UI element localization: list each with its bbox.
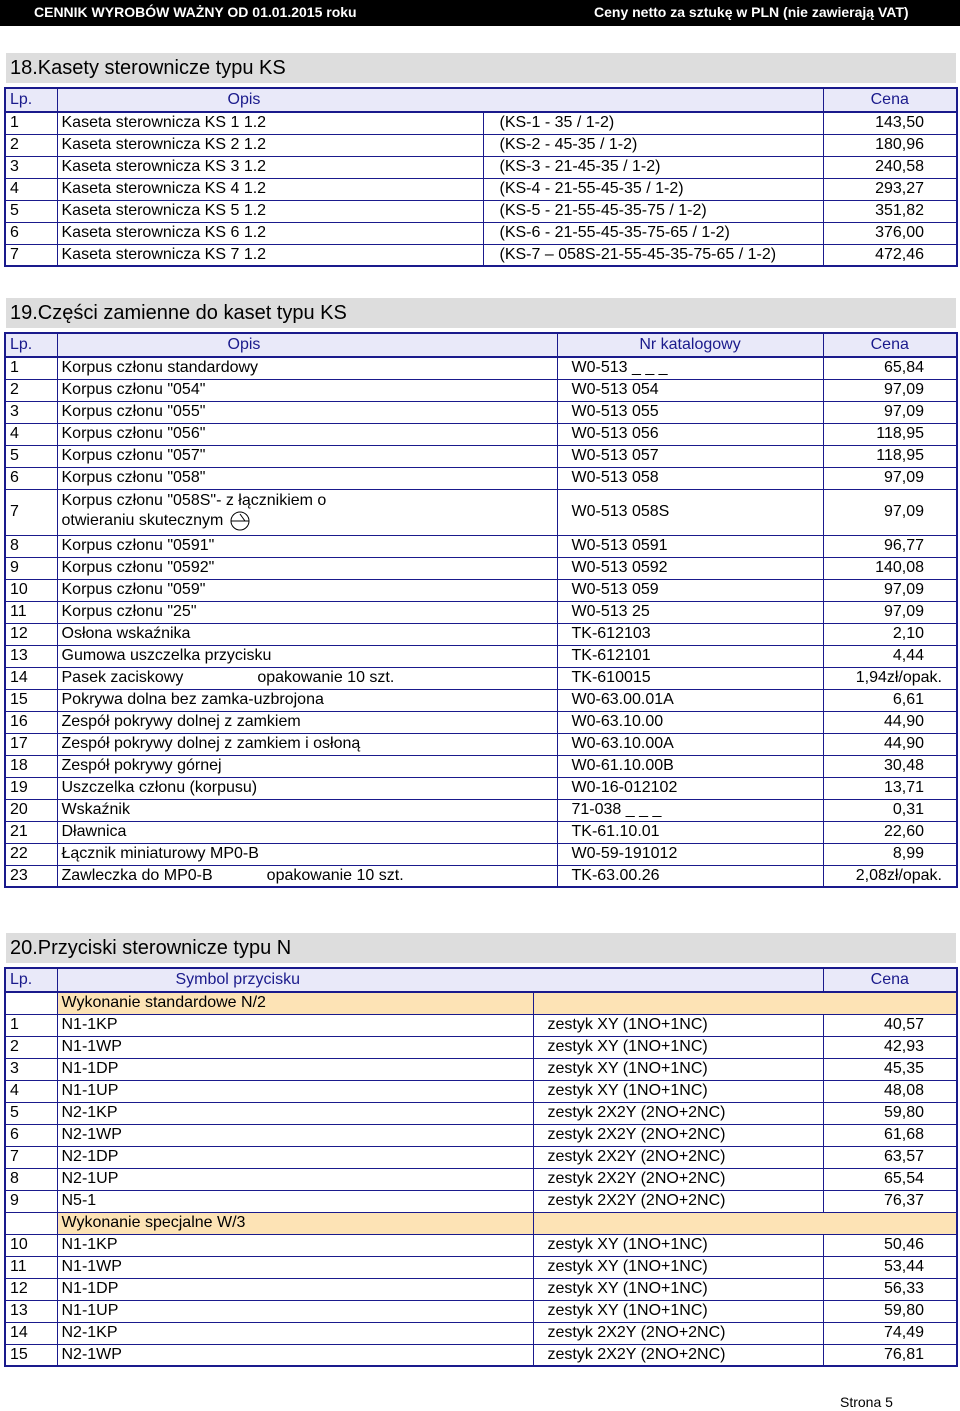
row-package-note: opakowanie 10 szt.	[257, 669, 395, 686]
col-opis: Opis	[57, 333, 557, 357]
row-lp: 15	[5, 689, 57, 711]
row-name: Pasek zaciskowy	[61, 669, 184, 686]
row-lp: 3	[5, 1058, 57, 1080]
table-row	[5, 601, 957, 623]
row-lp: 11	[5, 601, 57, 623]
row-price: 44,90	[823, 711, 957, 733]
row-price: 8,99	[823, 843, 957, 865]
table-row	[5, 755, 957, 777]
row-contact: zestyk 2X2Y (2NO+2NC)	[533, 1124, 823, 1146]
table-header	[5, 88, 957, 112]
row-price: 76,37	[823, 1190, 957, 1212]
row-lp: 5	[5, 200, 57, 222]
row-contact: zestyk XY (1NO+1NC)	[533, 1256, 823, 1278]
row-contact: zestyk XY (1NO+1NC)	[533, 1036, 823, 1058]
col-opis: Opis	[57, 88, 823, 112]
row-catalog-number: TK-610015	[557, 667, 823, 689]
row-name: Korpus członu "25"	[61, 603, 197, 620]
row-price: 44,90	[823, 733, 957, 755]
row-code: (KS-2 - 45-35 / 1-2)	[483, 134, 823, 156]
table-row	[5, 777, 957, 799]
row-price: 2,10	[823, 623, 957, 645]
section-19	[4, 298, 956, 888]
col-cena: Cena	[823, 333, 957, 357]
row-price: 76,81	[823, 1344, 957, 1366]
table-row	[5, 423, 957, 445]
row-name: Kaseta sterownicza KS 6 1.2	[57, 222, 483, 244]
table-row	[5, 156, 957, 178]
row-catalog-number: W0-63.10.00A	[557, 733, 823, 755]
table-row	[5, 1322, 957, 1344]
table-row	[5, 1344, 957, 1366]
row-lp: 12	[5, 1278, 57, 1300]
row-contact: zestyk XY (1NO+1NC)	[533, 1058, 823, 1080]
row-symbol: N2-1DP	[57, 1146, 533, 1168]
table-row	[5, 401, 957, 423]
row-catalog-number: W0-16-012102	[557, 777, 823, 799]
row-catalog-number: W0-513 059	[557, 579, 823, 601]
row-price: 97,09	[823, 401, 957, 423]
row-price: 45,35	[823, 1058, 957, 1080]
row-symbol: N1-1WP	[57, 1036, 533, 1058]
row-lp: 7	[5, 1146, 57, 1168]
row-contact: zestyk XY (1NO+1NC)	[533, 1014, 823, 1036]
row-name: Korpus członu "056"	[61, 425, 206, 442]
table-row	[5, 1102, 957, 1124]
row-lp: 17	[5, 733, 57, 755]
col-lp: Lp.	[5, 968, 57, 992]
row-lp: 14	[5, 1322, 57, 1344]
row-catalog-number: W0-513 057	[557, 445, 823, 467]
row-description	[57, 379, 557, 401]
row-price: 4,44	[823, 645, 957, 667]
group-label: Wykonanie standardowe N/2	[57, 992, 533, 1014]
row-price: 48,08	[823, 1080, 957, 1102]
row-lp: 6	[5, 222, 57, 244]
table-row	[5, 357, 957, 379]
row-lp: 13	[5, 1300, 57, 1322]
row-price: 56,33	[823, 1278, 957, 1300]
page-number: Strona 5	[840, 1394, 893, 1410]
table-czesci	[4, 332, 958, 888]
row-price: 240,58	[823, 156, 957, 178]
row-catalog-number: TK-612103	[557, 623, 823, 645]
row-lp: 5	[5, 1102, 57, 1124]
row-catalog-number: W0-513 _ _ _	[557, 357, 823, 379]
row-description	[57, 579, 557, 601]
row-code: (KS-6 - 21-55-45-35-75-65 / 1-2)	[483, 222, 823, 244]
row-price: 351,82	[823, 200, 957, 222]
row-lp: 23	[5, 865, 57, 887]
row-price: 118,95	[823, 423, 957, 445]
row-catalog-number: W0-513 0592	[557, 557, 823, 579]
contact-symbol-icon	[229, 510, 251, 532]
row-price: 2,08zł/opak.	[823, 865, 957, 887]
row-lp: 18	[5, 755, 57, 777]
row-lp: 15	[5, 1344, 57, 1366]
table-row	[5, 843, 957, 865]
row-catalog-number: W0-513 056	[557, 423, 823, 445]
col-symbol: Symbol przycisku	[57, 968, 823, 992]
row-price: 376,00	[823, 222, 957, 244]
row-name: Kaseta sterownicza KS 2 1.2	[57, 134, 483, 156]
row-lp: 4	[5, 423, 57, 445]
row-lp: 13	[5, 645, 57, 667]
row-name: Kaseta sterownicza KS 3 1.2	[57, 156, 483, 178]
row-catalog-number: W0-513 0591	[557, 535, 823, 557]
row-description	[57, 401, 557, 423]
table-row	[5, 1300, 957, 1322]
row-price: 63,57	[823, 1146, 957, 1168]
row-symbol: N2-1UP	[57, 1168, 533, 1190]
table-row	[5, 1190, 957, 1212]
table-row	[5, 489, 957, 535]
row-symbol: N2-1KP	[57, 1322, 533, 1344]
row-description	[57, 557, 557, 579]
table-row	[5, 1278, 957, 1300]
section-title: 18.Kasety sterownicze typu KS	[4, 53, 956, 83]
row-name: Korpus członu "055"	[61, 403, 206, 420]
row-description	[57, 777, 557, 799]
row-description	[57, 733, 557, 755]
row-catalog-number: W0-513 058	[557, 467, 823, 489]
row-price: 97,09	[823, 489, 957, 535]
row-name: Uszczelka członu (korpusu)	[61, 779, 258, 796]
table-row	[5, 579, 957, 601]
row-lp: 2	[5, 379, 57, 401]
table-row	[5, 134, 957, 156]
row-description	[57, 489, 557, 535]
row-catalog-number: W0-59-191012	[557, 843, 823, 865]
col-cena: Cena	[823, 968, 957, 992]
table-row	[5, 865, 957, 887]
row-price: 53,44	[823, 1256, 957, 1278]
row-symbol: N2-1WP	[57, 1344, 533, 1366]
row-description	[57, 843, 557, 865]
row-symbol: N2-1KP	[57, 1102, 533, 1124]
group-row	[5, 992, 957, 1014]
table-header	[5, 968, 957, 992]
row-catalog-number: W0-63.10.00	[557, 711, 823, 733]
table-row	[5, 200, 957, 222]
row-price: 0,31	[823, 799, 957, 821]
row-description	[57, 645, 557, 667]
row-symbol: N2-1WP	[57, 1124, 533, 1146]
row-code: (KS-7 – 058S-21-55-45-35-75-65 / 1-2)	[483, 244, 823, 266]
row-price: 293,27	[823, 178, 957, 200]
row-name: Korpus członu "058S"- z łącznikiem o	[61, 492, 327, 509]
row-symbol: N1-1KP	[57, 1234, 533, 1256]
table-row	[5, 557, 957, 579]
row-price: 61,68	[823, 1124, 957, 1146]
row-catalog-number: W0-61.10.00B	[557, 755, 823, 777]
row-lp: 1	[5, 1014, 57, 1036]
row-lp: 10	[5, 579, 57, 601]
table-row	[5, 711, 957, 733]
row-price: 143,50	[823, 112, 957, 134]
row-contact: zestyk 2X2Y (2NO+2NC)	[533, 1102, 823, 1124]
row-name: Korpus członu "0591"	[61, 537, 215, 554]
row-contact: zestyk XY (1NO+1NC)	[533, 1080, 823, 1102]
row-catalog-number: TK-63.00.26	[557, 865, 823, 887]
row-lp: 8	[5, 535, 57, 557]
row-description	[57, 623, 557, 645]
row-price: 13,71	[823, 777, 957, 799]
row-symbol: N1-1WP	[57, 1256, 533, 1278]
row-lp: 21	[5, 821, 57, 843]
table-row	[5, 222, 957, 244]
row-code: (KS-4 - 21-55-45-35 / 1-2)	[483, 178, 823, 200]
row-lp: 5	[5, 445, 57, 467]
row-contact: zestyk XY (1NO+1NC)	[533, 1234, 823, 1256]
row-code: (KS-1 - 35 / 1-2)	[483, 112, 823, 134]
row-price: 180,96	[823, 134, 957, 156]
row-lp: 9	[5, 1190, 57, 1212]
col-cena: Cena	[823, 88, 957, 112]
row-price: 97,09	[823, 601, 957, 623]
table-row	[5, 623, 957, 645]
group-lp-empty	[5, 1212, 57, 1234]
row-lp: 10	[5, 1234, 57, 1256]
row-catalog-number: W0-513 25	[557, 601, 823, 623]
table-row	[5, 1234, 957, 1256]
row-symbol: N1-1UP	[57, 1080, 533, 1102]
row-lp: 19	[5, 777, 57, 799]
row-price: 97,09	[823, 467, 957, 489]
row-description	[57, 689, 557, 711]
table-kasety	[4, 87, 958, 267]
row-catalog-number: W0-513 054	[557, 379, 823, 401]
row-name: Wskaźnik	[61, 801, 130, 818]
section-20	[4, 933, 956, 1367]
table-row	[5, 733, 957, 755]
row-price: 97,09	[823, 379, 957, 401]
row-lp: 1	[5, 112, 57, 134]
row-name: Dławnica	[61, 823, 127, 840]
row-lp: 4	[5, 1080, 57, 1102]
table-row	[5, 1080, 957, 1102]
row-price: 96,77	[823, 535, 957, 557]
row-lp: 11	[5, 1256, 57, 1278]
row-price: 40,57	[823, 1014, 957, 1036]
row-name: Łącznik miniaturowy MP0-B	[61, 845, 259, 862]
row-name-line2: otwieraniu skutecznym	[61, 512, 224, 530]
row-description	[57, 821, 557, 843]
row-contact: zestyk 2X2Y (2NO+2NC)	[533, 1190, 823, 1212]
table-row	[5, 1058, 957, 1080]
row-catalog-number: TK-61.10.01	[557, 821, 823, 843]
row-lp: 6	[5, 467, 57, 489]
group-label: Wykonanie specjalne W/3	[57, 1212, 533, 1234]
table-row	[5, 821, 957, 843]
table-row	[5, 379, 957, 401]
table-row	[5, 445, 957, 467]
row-name: Zawleczka do MP0-B	[61, 866, 213, 884]
row-contact: zestyk XY (1NO+1NC)	[533, 1300, 823, 1322]
row-price: 42,93	[823, 1036, 957, 1058]
row-catalog-number: TK-612101	[557, 645, 823, 667]
row-catalog-number: W0-63.00.01A	[557, 689, 823, 711]
table-row	[5, 1124, 957, 1146]
table-row	[5, 689, 957, 711]
row-name: Zespół pokrywy górnej	[61, 757, 222, 774]
table-row	[5, 467, 957, 489]
row-lp: 2	[5, 134, 57, 156]
row-price: 1,94zł/opak.	[823, 667, 957, 689]
row-code: (KS-3 - 21-45-35 / 1-2)	[483, 156, 823, 178]
group-empty	[533, 992, 957, 1014]
row-lp: 9	[5, 557, 57, 579]
row-description	[57, 667, 557, 689]
row-price: 6,61	[823, 689, 957, 711]
row-code: (KS-5 - 21-55-45-35-75 / 1-2)	[483, 200, 823, 222]
row-price: 472,46	[823, 244, 957, 266]
row-lp: 8	[5, 1168, 57, 1190]
table-row	[5, 112, 957, 134]
row-price: 50,46	[823, 1234, 957, 1256]
row-contact: zestyk 2X2Y (2NO+2NC)	[533, 1146, 823, 1168]
section-18	[4, 53, 956, 267]
section-title: 20.Przyciski sterownicze typu N	[4, 933, 956, 963]
row-price: 140,08	[823, 557, 957, 579]
row-contact: zestyk XY (1NO+1NC)	[533, 1278, 823, 1300]
row-price: 22,60	[823, 821, 957, 843]
row-lp: 3	[5, 156, 57, 178]
col-nr-katalogowy: Nr katalogowy	[557, 333, 823, 357]
row-name: Korpus członu "0592"	[61, 559, 215, 576]
row-lp: 7	[5, 244, 57, 266]
row-name: Korpus członu "057"	[61, 447, 206, 464]
row-description	[57, 535, 557, 557]
row-description	[57, 711, 557, 733]
table-row	[5, 1014, 957, 1036]
col-lp: Lp.	[5, 333, 57, 357]
row-lp: 22	[5, 843, 57, 865]
row-symbol: N1-1UP	[57, 1300, 533, 1322]
row-lp: 20	[5, 799, 57, 821]
row-catalog-number: 71-038 _ _ _	[557, 799, 823, 821]
row-name: Zespół pokrywy dolnej z zamkiem	[61, 713, 301, 730]
row-package-note: opakowanie 10 szt.	[266, 866, 404, 884]
row-description	[57, 423, 557, 445]
row-description	[57, 357, 557, 379]
row-name: Korpus członu "059"	[61, 581, 206, 598]
group-empty	[533, 1212, 957, 1234]
row-catalog-number: W0-513 055	[557, 401, 823, 423]
table-header	[5, 333, 957, 357]
row-description	[57, 799, 557, 821]
table-row	[5, 1256, 957, 1278]
header-price-note: Ceny netto za sztukę w PLN (nie zawierają VAT)	[594, 4, 909, 20]
row-name: Kaseta sterownicza KS 7 1.2	[57, 244, 483, 266]
row-price: 65,54	[823, 1168, 957, 1190]
row-name: Korpus członu "054"	[61, 381, 206, 398]
row-name: Kaseta sterownicza KS 4 1.2	[57, 178, 483, 200]
row-lp: 16	[5, 711, 57, 733]
row-price: 97,09	[823, 579, 957, 601]
row-price: 59,80	[823, 1300, 957, 1322]
row-lp: 2	[5, 1036, 57, 1058]
row-lp: 6	[5, 1124, 57, 1146]
row-lp: 12	[5, 623, 57, 645]
table-row	[5, 178, 957, 200]
row-name: Korpus członu "058"	[61, 469, 206, 486]
table-row	[5, 1146, 957, 1168]
row-contact: zestyk 2X2Y (2NO+2NC)	[533, 1168, 823, 1190]
group-lp-empty	[5, 992, 57, 1014]
row-price: 65,84	[823, 357, 957, 379]
row-name: Pokrywa dolna bez zamka-uzbrojona	[61, 691, 324, 708]
row-price: 74,49	[823, 1322, 957, 1344]
row-price: 30,48	[823, 755, 957, 777]
table-przyciski	[4, 967, 958, 1367]
row-symbol: N1-1DP	[57, 1058, 533, 1080]
row-name: Kaseta sterownicza KS 1 1.2	[57, 112, 483, 134]
table-row	[5, 667, 957, 689]
row-description	[57, 755, 557, 777]
row-lp: 7	[5, 489, 57, 535]
row-contact: zestyk 2X2Y (2NO+2NC)	[533, 1344, 823, 1366]
row-symbol: N1-1DP	[57, 1278, 533, 1300]
row-lp: 1	[5, 357, 57, 379]
table-row	[5, 645, 957, 667]
row-description	[57, 467, 557, 489]
group-row	[5, 1212, 957, 1234]
row-price: 59,80	[823, 1102, 957, 1124]
table-row	[5, 799, 957, 821]
table-row	[5, 244, 957, 266]
header-validity: CENNIK WYROBÓW WAŻNY OD 01.01.2015 roku	[34, 4, 357, 20]
row-description	[57, 865, 557, 887]
row-name: Osłona wskaźnika	[61, 625, 191, 642]
section-title: 19.Części zamienne do kaset typu KS	[4, 298, 956, 328]
row-name: Gumowa uszczelka przycisku	[61, 647, 272, 664]
table-row	[5, 1168, 957, 1190]
col-lp: Lp.	[5, 88, 57, 112]
row-lp: 3	[5, 401, 57, 423]
row-name: Zespół pokrywy dolnej z zamkiem i osłoną	[61, 735, 361, 752]
row-symbol: N5-1	[57, 1190, 533, 1212]
row-contact: zestyk 2X2Y (2NO+2NC)	[533, 1322, 823, 1344]
row-name: Kaseta sterownicza KS 5 1.2	[57, 200, 483, 222]
row-catalog-number: W0-513 058S	[557, 489, 823, 535]
table-row	[5, 1036, 957, 1058]
row-price: 118,95	[823, 445, 957, 467]
top-header-bar	[0, 0, 960, 26]
table-row	[5, 535, 957, 557]
row-description	[57, 601, 557, 623]
row-description	[57, 445, 557, 467]
row-lp: 14	[5, 667, 57, 689]
row-name: Korpus członu standardowy	[61, 359, 259, 377]
row-symbol: N1-1KP	[57, 1014, 533, 1036]
row-lp: 4	[5, 178, 57, 200]
